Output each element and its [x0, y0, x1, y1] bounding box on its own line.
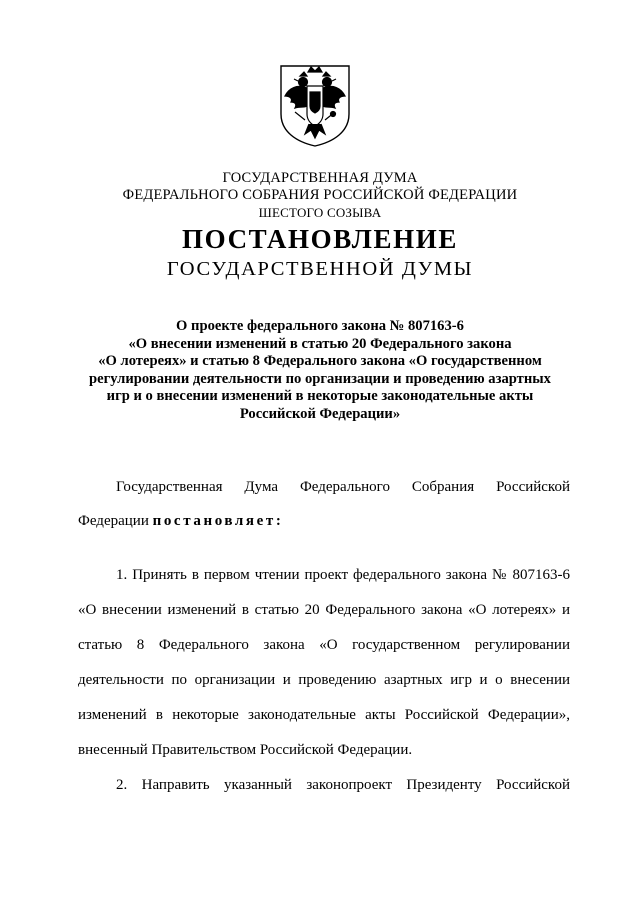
header-line-duma: ГОСУДАРСТВЕННАЯ ДУМА — [222, 170, 418, 186]
preamble-prefix: Федерации — [78, 513, 149, 529]
russian-coat-of-arms-icon — [277, 62, 353, 148]
header-line-federal-assembly: ФЕДЕРАЛЬНОГО СОБРАНИЯ РОССИЙСКОЙ ФЕДЕРАЦИИ — [122, 187, 518, 203]
subject-line: Российской Федерации» — [239, 405, 401, 422]
preamble-emphasis: постановляет: — [152, 513, 284, 529]
item1-line: «О внесении изменений в статью 20 Федерального закона «О лотереях» и — [78, 602, 570, 618]
header-line-convocation: ШЕСТОГО СОЗЫВА — [258, 205, 382, 220]
item1-line: статью 8 Федерального закона «О государственном регулировании — [78, 637, 570, 653]
preamble-line: Государственная Дума Федерального Собрания Российской — [116, 479, 570, 495]
preamble-line — [78, 512, 570, 530]
item1-line: изменений в некоторые законодательные акты Российской Федерации», — [78, 707, 570, 723]
item1-line: 1. Принять в первом чтении проект федерального закона № 807163-6 — [116, 567, 570, 583]
subject-line: «О внесении изменений в статью 20 Федерального закона — [128, 335, 512, 352]
document-title: ПОСТАНОВЛЕНИЕ — [182, 224, 458, 254]
resolution-subject — [70, 318, 570, 423]
document-subtitle: ГОСУДАРСТВЕННОЙ ДУМЫ — [166, 258, 474, 280]
subject-line: игр и о внесении изменений в некоторые законодательные акты — [106, 388, 534, 404]
item1-line: деятельности по организации и проведению азартных игр и о внесении — [78, 672, 570, 688]
subject-line: регулировании деятельности по организации и проведению азартных — [89, 370, 551, 387]
subject-line: «О лотереях» и статью 8 Федерального закона «О государственном — [98, 353, 542, 369]
item2-line: 2. Направить указанный законопроект Президенту Российской — [116, 777, 570, 793]
subject-line: О проекте федерального закона № 807163-6 — [176, 318, 464, 334]
item1-line: внесенный Правительством Российской Федерации. — [78, 742, 413, 758]
